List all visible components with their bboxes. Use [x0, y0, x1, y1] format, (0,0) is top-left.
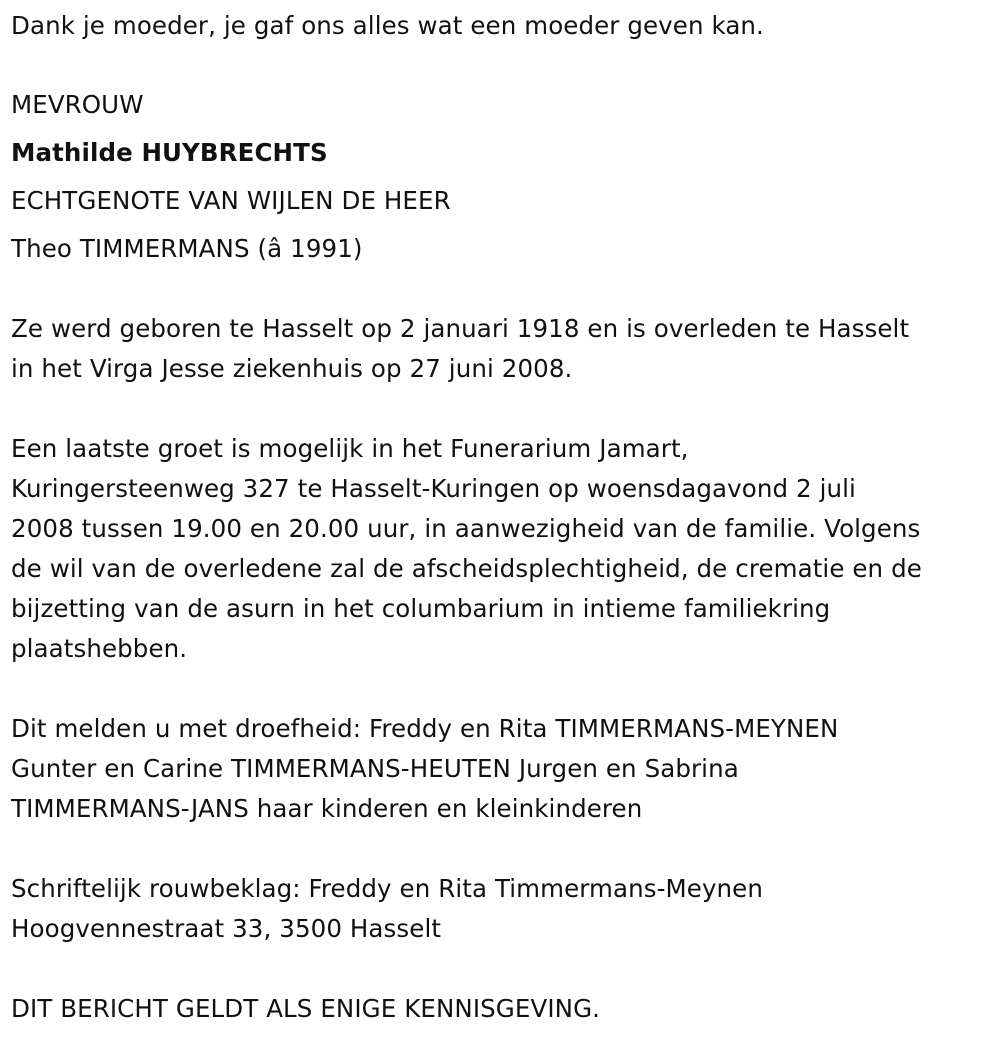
paragraph-line: de wil van de overledene zal de afscheidsplechtigheid, de crematie en de — [11, 554, 922, 583]
paragraph-line: Gunter en Carine TIMMERMANS-HEUTEN Jurgen en Sabrina — [11, 754, 739, 783]
paragraph-line: 2008 tussen 19.00 en 20.00 uur, in aanwezigheid van de familie. Volgens — [11, 514, 921, 543]
birth-death-paragraph — [11, 309, 909, 389]
relation-line: ECHTGENOTE VAN WIJLEN DE HEER — [11, 186, 451, 215]
deceased-name: Mathilde HUYBRECHTS — [11, 138, 328, 167]
paragraph-line: Kuringersteenweg 327 te Hasselt-Kuringen op woensdagavond 2 juli — [11, 474, 856, 503]
paragraph-line: Schriftelijk rouwbeklag: Freddy en Rita Timmermans-Meynen — [11, 874, 763, 903]
opening-line: Dank je moeder, je gaf ons alles wat een moeder geven kan. — [11, 11, 764, 40]
paragraph-line: Hoogvennestraat 33, 3500 Hasselt — [11, 914, 442, 943]
closing-line: DIT BERICHT GELDT ALS ENIGE KENNISGEVING. — [11, 994, 601, 1023]
paragraph-line: Een laatste groet is mogelijk in het Funerarium Jamart, — [11, 434, 689, 463]
paragraph-line: Dit melden u met droefheid: Freddy en Rita TIMMERMANS-MEYNEN — [11, 714, 839, 743]
paragraph-line: in het Virga Jesse ziekenhuis op 27 juni 2008. — [11, 354, 573, 383]
paragraph-line: plaatshebben. — [11, 634, 188, 663]
paragraph-line: TIMMERMANS-JANS haar kinderen en kleinkinderen — [11, 794, 643, 823]
paragraph-line: bijzetting van de asurn in het columbarium in intieme familiekring — [11, 594, 831, 623]
spouse-line: Theo TIMMERMANS (â 1991) — [11, 234, 363, 263]
title-line: MEVROUW — [11, 90, 144, 119]
condolences-paragraph — [11, 869, 763, 949]
announcers-paragraph — [11, 709, 838, 829]
farewell-paragraph — [11, 429, 922, 669]
paragraph-line: Ze werd geboren te Hasselt op 2 januari 1918 en is overleden te Hasselt — [11, 314, 910, 343]
